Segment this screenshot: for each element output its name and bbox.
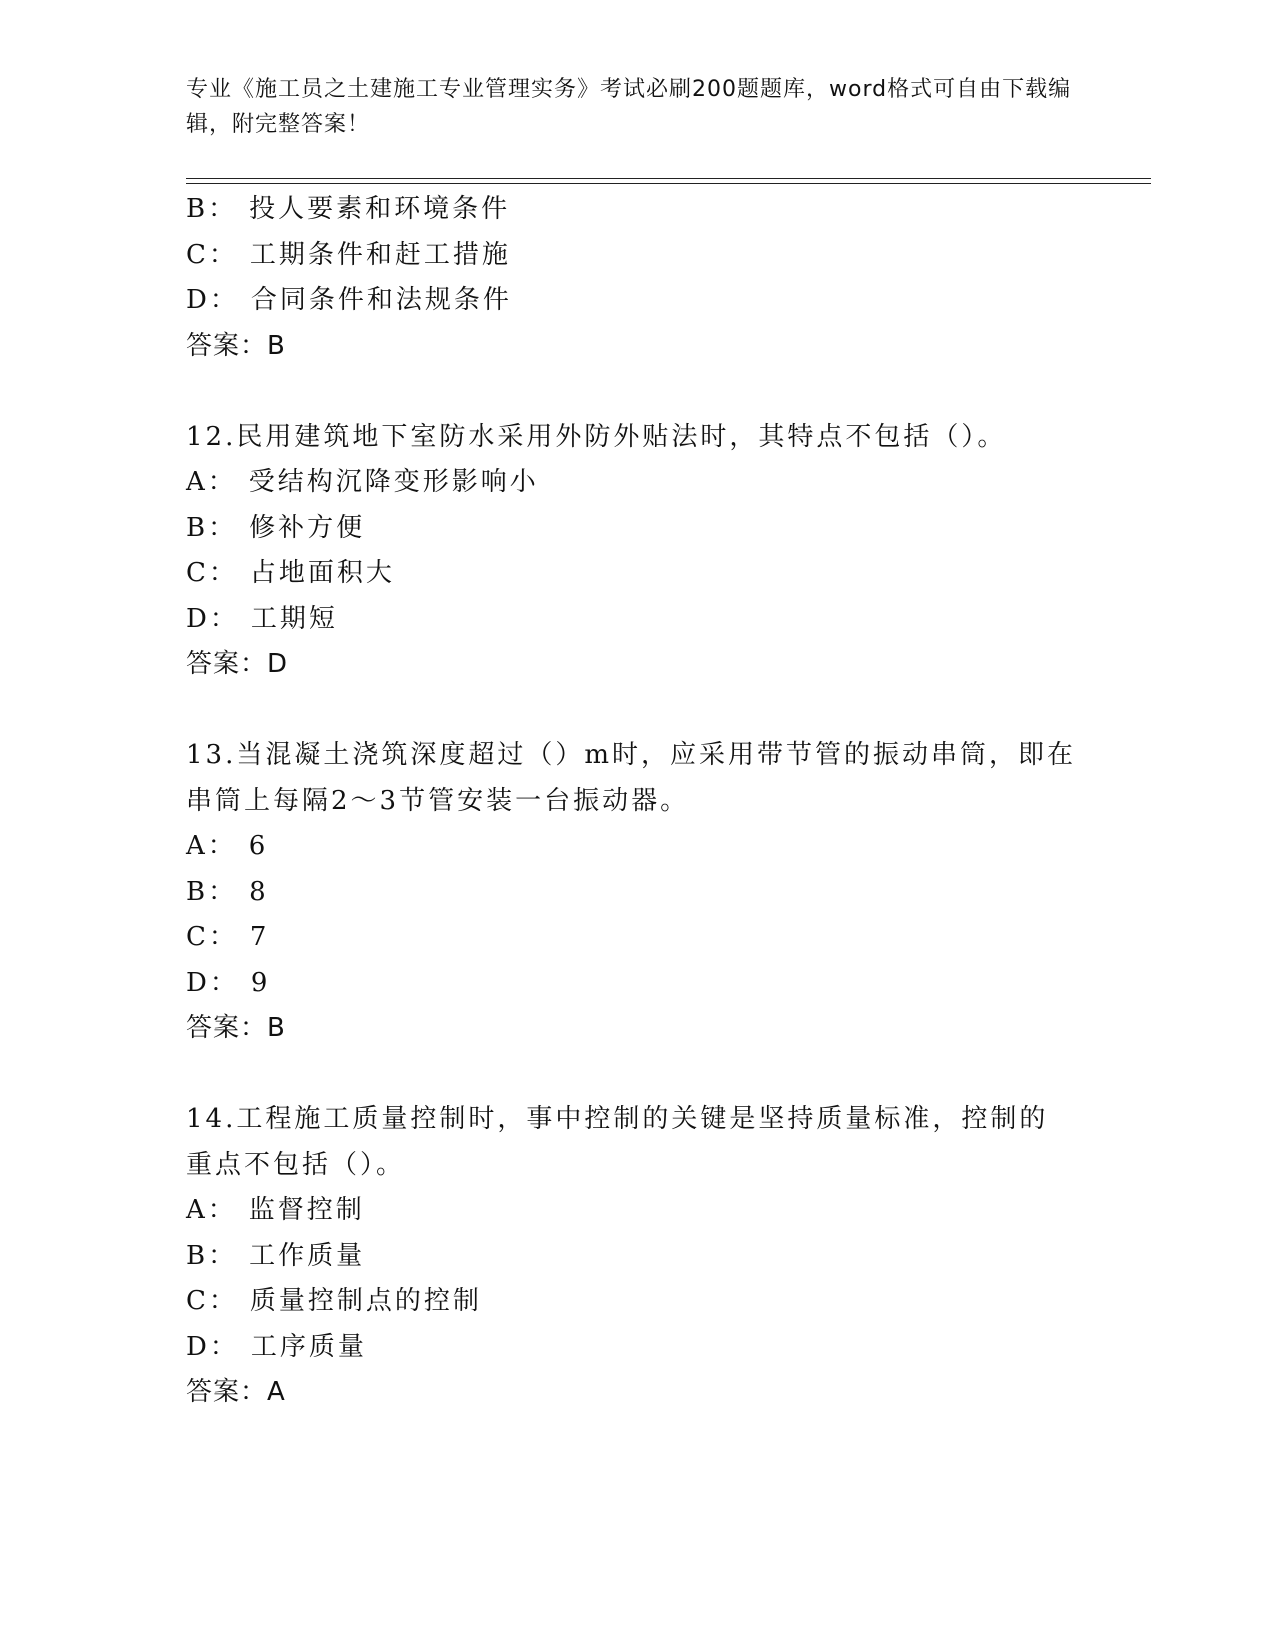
answer: 答案：D [186,649,289,679]
option-label: B： [186,876,238,907]
option-text: 修补方便 [249,512,366,543]
question-stem: 13.当混凝土浇筑深度超过（）m时，应采用带节管的振动串筒，即在串筒上每隔2～3节管安装一台振动器。 [186,740,1077,816]
option-b [186,187,1076,233]
question-14 [186,1097,1076,1416]
option-label: C： [186,922,238,952]
spacer [186,1052,1076,1098]
answer: 答案：B [186,330,286,361]
option-text: 7 [249,922,270,952]
option-label: D： [186,967,239,998]
option-c [186,915,1076,961]
option-a [186,824,1076,870]
answer: 答案：B [186,1013,286,1043]
option-text: 质量控制点的控制 [249,1286,482,1316]
option-b [186,506,1076,552]
option-d [186,278,1076,324]
header-divider-bottom [186,183,1151,184]
question-12 [186,415,1076,688]
spacer [186,688,1076,734]
option-c [186,1279,1076,1325]
option-text: 合同条件和法规条件 [250,285,512,315]
option-text: 占地面积大 [249,558,395,588]
option-label: B： [186,194,238,224]
option-d [186,961,1076,1007]
option-text: 6 [248,831,269,861]
option-label: A： [186,1195,237,1225]
option-a [186,1188,1076,1234]
document-header: 专业《施工员之土建施工专业管理实务》考试必刷200题题库，word格式可自由下载编辑，附完整答案！ [186,77,1072,137]
question-stem: 14.工程施工质量控制时，事中控制的关键是坚持质量标准，控制的重点不包括（）。 [186,1104,1049,1180]
option-label: A： [186,467,237,497]
option-text: 工期条件和赶工措施 [249,239,511,270]
option-label: A： [186,831,237,861]
option-label: D： [186,603,239,634]
option-d [186,1325,1076,1371]
option-text: 工作质量 [249,1240,366,1271]
option-text: 监督控制 [248,1195,365,1225]
question-list [186,187,1076,1416]
option-label: D： [186,1331,239,1362]
header-divider-top [186,178,1151,179]
option-c [186,233,1076,279]
option-text: 工期短 [250,603,338,634]
option-label: C： [186,239,238,270]
question-stem: 12.民用建筑地下室防水采用外防外贴法时，其特点不包括（）。 [186,421,1007,452]
option-text: 工序质量 [250,1331,367,1362]
option-text: 受结构沉降变形影响小 [248,467,539,497]
question-11 [186,187,1076,369]
option-b [186,1234,1076,1280]
option-a [186,460,1076,506]
option-b [186,870,1076,916]
option-c [186,551,1076,597]
option-label: D： [186,285,239,315]
answer: 答案：A [186,1377,286,1407]
option-d [186,597,1076,643]
option-text: 9 [250,967,271,998]
option-text: 投人要素和环境条件 [249,194,511,224]
option-label: B： [186,1240,238,1271]
option-label: B： [186,512,238,543]
spacer [186,369,1076,415]
option-label: C： [186,558,238,588]
question-13 [186,733,1076,1052]
option-label: C： [186,1286,238,1316]
option-text: 8 [249,876,269,907]
